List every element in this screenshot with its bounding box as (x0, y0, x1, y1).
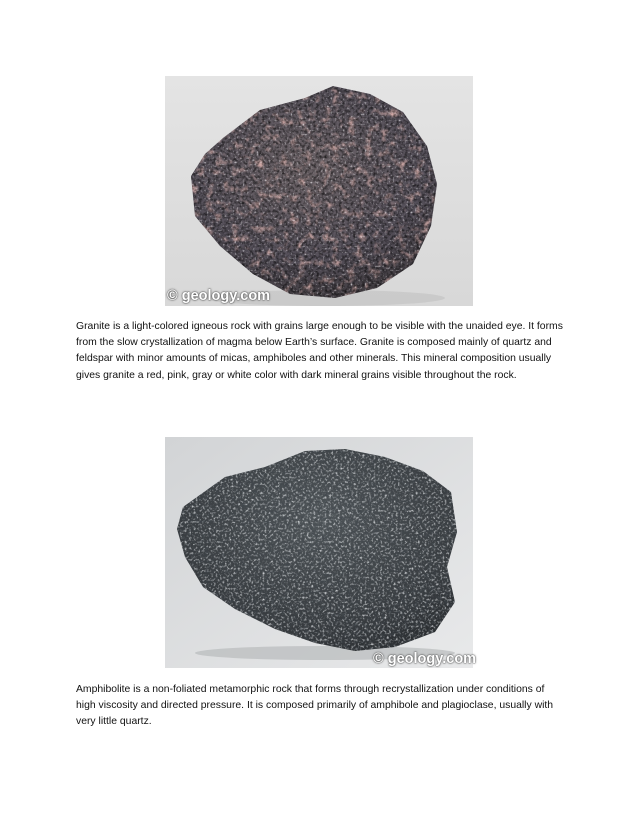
granite-rock-image (165, 76, 473, 306)
granite-photo (165, 76, 473, 306)
granite-description: Granite is a light-colored igneous rock with grains large enough to be visible with the unaided eye. It forms from the slow crystallization of magma below Earth’s surface. Granite is composed mainly of quartz and feldspar with minor amounts of micas, amphiboles and other minerals. This mineral composition usually gives granite a red, pink, gray or white color with dark mineral grains visible throughout the rock. (76, 321, 563, 381)
granite-photo-watermark: © geology.com (167, 288, 271, 304)
amphibolite-photo-watermark: © geology.com (373, 651, 477, 667)
amphibolite-photo (165, 437, 473, 668)
amphibolite-rock-image (165, 437, 473, 668)
amphibolite-description: Amphibolite is a non-foliated metamorphic rock that forms through recrystallization under conditions of high viscosity and directed pressure. It is composed primarily of amphibole and plagioclase, usually with very little quartz. (76, 684, 554, 728)
